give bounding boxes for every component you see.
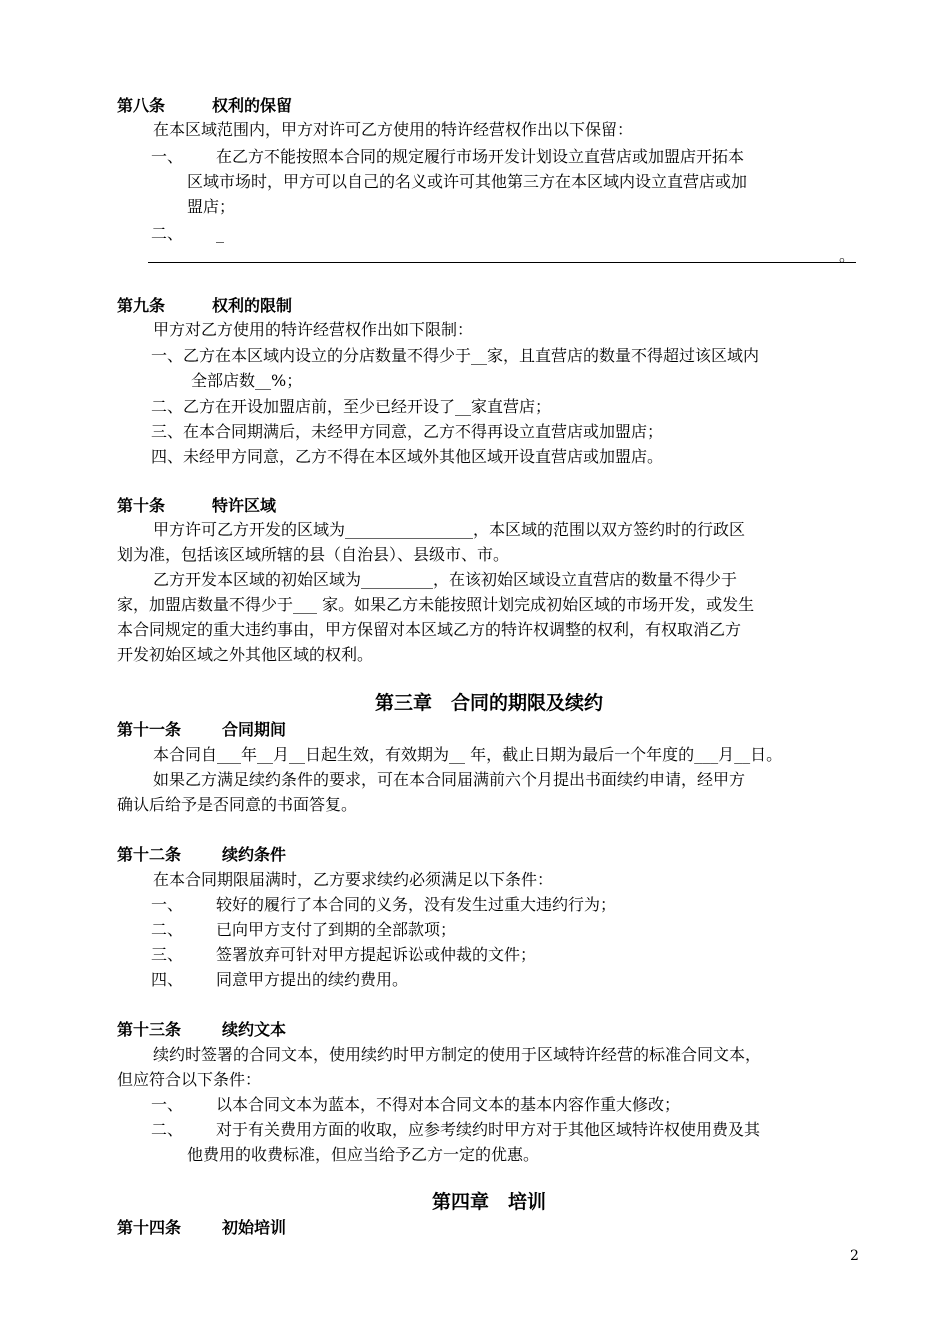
article-12-item-1: 较好的履行了本合同的义务，没有发生过重大违约行为； bbox=[216, 895, 617, 914]
article-10-para-1-line-1 bbox=[153, 518, 745, 542]
article-12-number: 第十二条 bbox=[117, 845, 182, 864]
article-12-item-3: 签署放弃可针对甲方提起诉讼或仲裁的文件； bbox=[216, 945, 537, 964]
article-13-item-2-line-1: 对于有关费用方面的收取，应参考续约时甲方对于其他区域特许权使用费及其 bbox=[216, 1120, 761, 1139]
article-11-number: 第十一条 bbox=[117, 720, 182, 739]
article-12-item-4-number: 四、 bbox=[151, 970, 184, 989]
chapter-3-heading: 第三章 合同的期限及续约 bbox=[374, 692, 603, 714]
article-13-para-1-line-2: 但应符合以下条件： bbox=[117, 1070, 262, 1089]
article-10-para-2-tail: ，在该初始区域设立直营店的数量不得少于 bbox=[433, 570, 738, 589]
article-10-number: 第十条 bbox=[117, 496, 166, 515]
article-11-para-2-line-1: 如果乙方满足续约条件的要求，可在本合同届满前六个月提出书面续约申请，经甲方 bbox=[153, 770, 746, 789]
article-9-item-1-line-1: 一、乙方在本区域内设立的分店数量不得少于__家，且直营店的数量不得超过该区域内 bbox=[151, 346, 760, 365]
article-13-item-2-line-2: 他费用的收费标准，但应当给予乙方一定的优惠。 bbox=[187, 1145, 540, 1164]
article-12-item-1-number: 一、 bbox=[151, 895, 184, 914]
article-8-item-2-blank: _ bbox=[216, 224, 224, 243]
article-9-item-4: 四、未经甲方同意，乙方不得在本区域外其他区域开设直营店或加盟店。 bbox=[151, 447, 664, 466]
article-13-item-2-number: 二、 bbox=[151, 1120, 184, 1139]
article-8-title: 权利的保留 bbox=[212, 96, 293, 115]
article-9-number: 第九条 bbox=[117, 296, 166, 315]
article-10-region-blank: ________________ bbox=[345, 520, 474, 539]
page-number: 2 bbox=[850, 1248, 859, 1264]
article-9-title: 权利的限制 bbox=[212, 296, 293, 315]
article-14-heading bbox=[117, 1216, 286, 1240]
article-8-item-2-underline bbox=[148, 262, 856, 263]
article-13-para-1-line-1: 续约时签署的合同文本，使用续约时甲方制定的使用于区域特许经营的标准合同文本， bbox=[153, 1045, 762, 1064]
article-11-para-1: 本合同自___年__月__日起生效，有效期为__ 年，截止日期为最后一个年度的___月__日。 bbox=[153, 745, 783, 764]
article-10-para-2-line-3: 本合同规定的重大违约事由，甲方保留对本区域乙方的特许权调整的权利，有权取消乙方 bbox=[117, 620, 742, 639]
article-8-intro: 在本区域范围内，甲方对许可乙方使用的特许经营权作出以下保留： bbox=[153, 120, 634, 139]
article-12-item-2-number: 二、 bbox=[151, 920, 184, 939]
article-13-item-1: 以本合同文本为蓝本，不得对本合同文本的基本内容作重大修改； bbox=[216, 1095, 681, 1114]
chapter-4-heading: 第四章 培训 bbox=[431, 1191, 546, 1213]
article-13-title: 续约文本 bbox=[222, 1020, 287, 1039]
article-13-heading bbox=[117, 1018, 286, 1042]
article-10-para-2-lead: 乙方开发本区域的初始区域为 bbox=[153, 570, 362, 589]
article-10-title: 特许区域 bbox=[212, 496, 277, 515]
article-8-number: 第八条 bbox=[117, 96, 166, 115]
article-12-item-2: 已向甲方支付了到期的全部款项； bbox=[216, 920, 457, 939]
article-12-title: 续约条件 bbox=[222, 845, 287, 864]
article-9-heading bbox=[117, 294, 292, 318]
article-10-para-2-line-4: 开发初始区域之外其他区域的权利。 bbox=[117, 645, 374, 664]
article-11-heading bbox=[117, 718, 286, 742]
article-12-item-3-number: 三、 bbox=[151, 945, 184, 964]
article-10-para-1-tail: ，本区域的范围以双方签约时的行政区 bbox=[473, 520, 746, 539]
article-8-item-1-line-2: 区域市场时，甲方可以自己的名义或许可其他第三方在本区域内设立直营店或加 bbox=[187, 172, 748, 191]
article-9-intro: 甲方对乙方使用的特许经营权作出如下限制： bbox=[153, 320, 474, 339]
article-13-item-1-number: 一、 bbox=[151, 1095, 184, 1114]
article-13-number: 第十三条 bbox=[117, 1020, 182, 1039]
article-8-item-1-line-3: 盟店； bbox=[187, 197, 236, 216]
article-14-title: 初始培训 bbox=[222, 1218, 287, 1237]
article-9-item-3: 三、在本合同期满后，未经甲方同意，乙方不得再设立直营店或加盟店； bbox=[151, 422, 664, 441]
article-8-item-1-line-1: 在乙方不能按照本合同的规定履行市场开发计划设立直营店或加盟店开拓本 bbox=[216, 147, 745, 166]
article-10-para-2-line-2: 家，加盟店数量不得少于___ 家。如果乙方未能按照计划完成初始区域的市场开发，或发生 bbox=[117, 595, 755, 614]
article-12-heading bbox=[117, 843, 286, 867]
article-10-para-1-line-2: 划为准，包括该区域所辖的县（自治县）、县级市、市。 bbox=[117, 545, 510, 564]
article-14-number: 第十四条 bbox=[117, 1218, 182, 1237]
article-11-para-2-line-2: 确认后给予是否同意的书面答复。 bbox=[117, 795, 358, 814]
article-12-item-4: 同意甲方提出的续约费用。 bbox=[216, 970, 409, 989]
article-10-para-1-lead: 甲方许可乙方开发的区域为 bbox=[153, 520, 346, 539]
article-9-item-1-line-2: 全部店数__%； bbox=[191, 371, 303, 390]
article-8-item-2-end: 。 bbox=[839, 246, 856, 265]
article-10-para-2-line-1 bbox=[153, 568, 737, 592]
article-9-item-2: 二、乙方在开设加盟店前，至少已经开设了__家直营店； bbox=[151, 397, 552, 416]
article-12-intro: 在本合同期限届满时，乙方要求续约必须满足以下条件： bbox=[153, 870, 554, 889]
article-8-heading bbox=[117, 94, 292, 118]
article-10-initial-region-blank: _________ bbox=[361, 570, 434, 589]
article-8-item-1-number: 一、 bbox=[151, 147, 184, 166]
article-8-item-2-number: 二、 bbox=[151, 224, 184, 243]
article-11-title: 合同期间 bbox=[222, 720, 287, 739]
article-10-heading bbox=[117, 494, 276, 518]
